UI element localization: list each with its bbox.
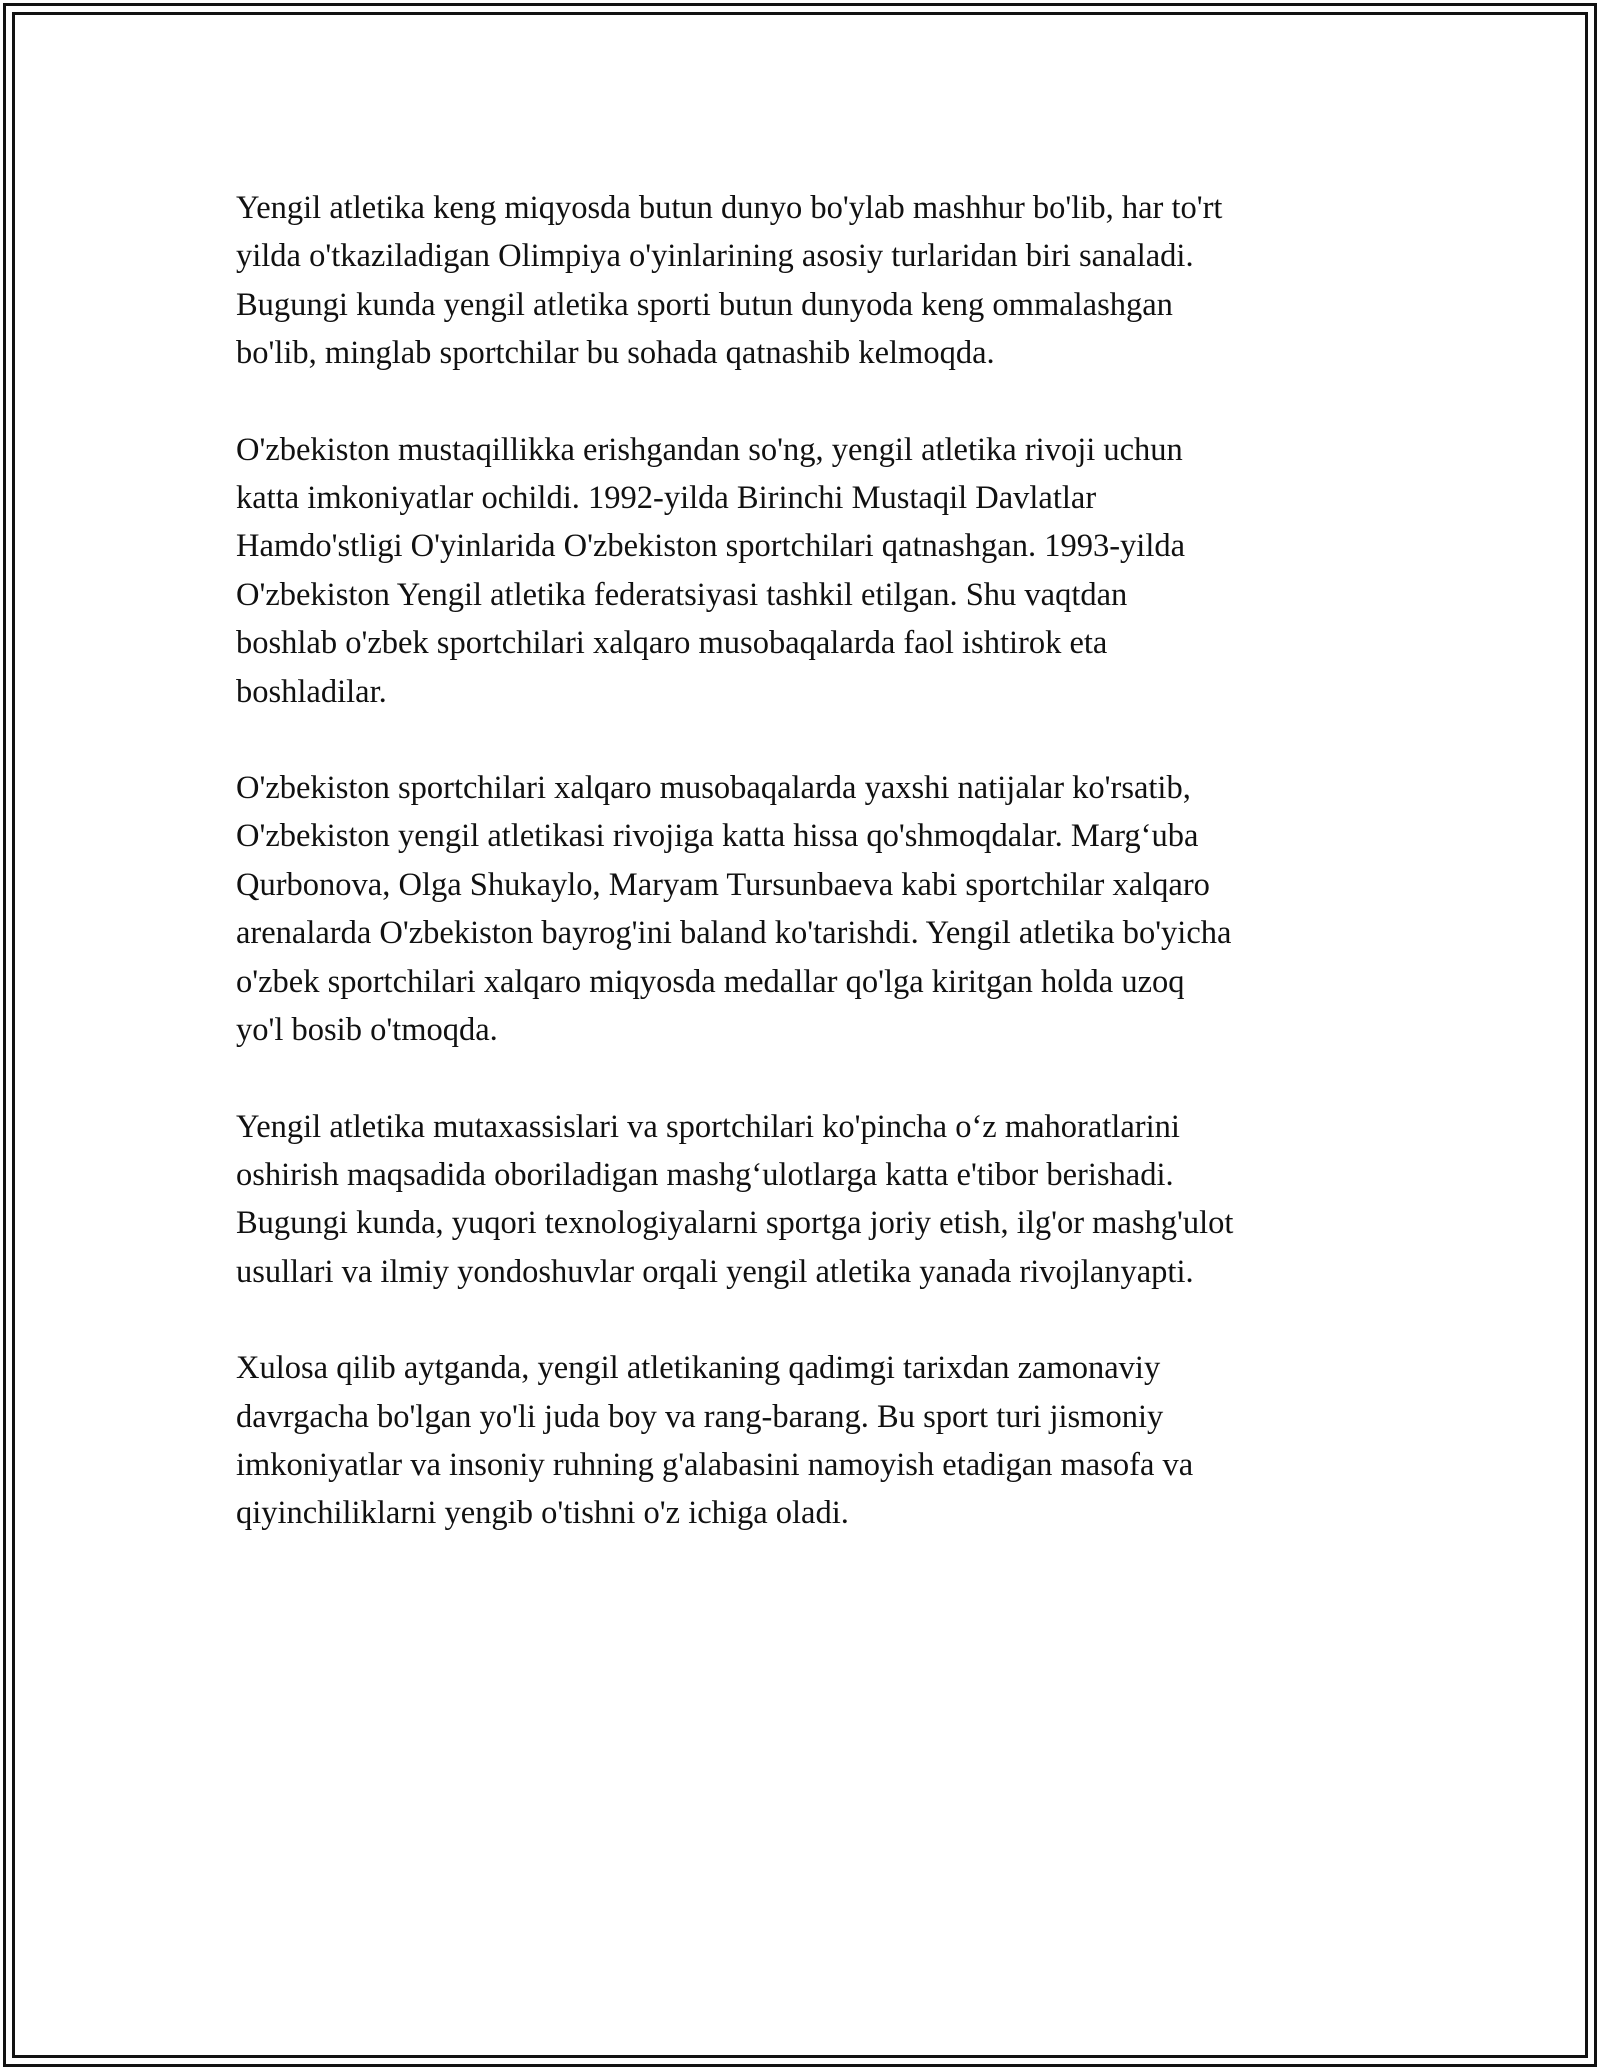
paragraph-training: Yengil atletika mutaxassislari va sportchilari ko'pincha o‘z mahoratlarini oshirish maqsadida oboriladigan mashg‘ulotlarga katta e'tibor berishadi. Bugungi kunda, yuqori texnologiyalarni sportga joriy etish, ilg'or mashg'ulot usullari va ilmiy yondoshuvlar orqali yengil atletika yanada rivojlanyapti. [236,1108,1234,1290]
document-body [236,184,1370,1586]
paragraph-intro: Yengil atletika keng miqyosda butun dunyo bo'ylab mashhur bo'lib, har to'rt yilda o'tkaziladigan Olimpiya o'yinlarining asosiy turlaridan biri sanaladi. Bugungi kunda yengil atletika sporti butun dunyoda keng ommalashgan bo'lib, minglab sportchilar bu sohada qatnashib kelmoqda. [236,190,1223,372]
paragraph-conclusion: Xulosa qilib aytganda, yengil atletikaning qadimgi tarixdan zamonaviy davrgacha bo'lgan yo'li juda boy va rang-barang. Bu sport turi jismoniy imkoniyatlar va insoniy ruhning g'alabasini namoyish etadigan masofa va qiyinchiliklarni yengib o'tishni o'z ichiga oladi. [236,1350,1194,1532]
paragraph-athletes: O'zbekiston sportchilari xalqaro musobaqalarda yaxshi natijalar ko'rsatib, O'zbekiston yengil atletikasi rivojiga katta hissa qo'shmoqdalar. Marg‘uba Qurbonova, Olga Shukaylo, Maryam Tursunbaeva kabi sportchilar xalqaro arenalarda O'zbekiston bayrog'ini baland ko'tarishdi. Yengil atletika bo'yicha o'zbek sportchilari xalqaro miqyosda medallar qo'lga kiritgan holda uzoq yo'l bosib o'tmoqda. [236,770,1232,1049]
paragraph-independence: O'zbekiston mustaqillikka erishgandan so'ng, yengil atletika rivoji uchun katta imkoniyatlar ochildi. 1992-yilda Birinchi Mustaqil Davlatlar Hamdo'stligi O'yinlarida O'zbekiston sportchilari qatnashgan. 1993-yilda O'zbekiston Yengil atletika federatsiyasi tashkil etilgan. Shu vaqtdan boshlab o'zbek sportchilari xalqaro musobaqalarda faol ishtirok eta boshladilar. [236,431,1186,710]
